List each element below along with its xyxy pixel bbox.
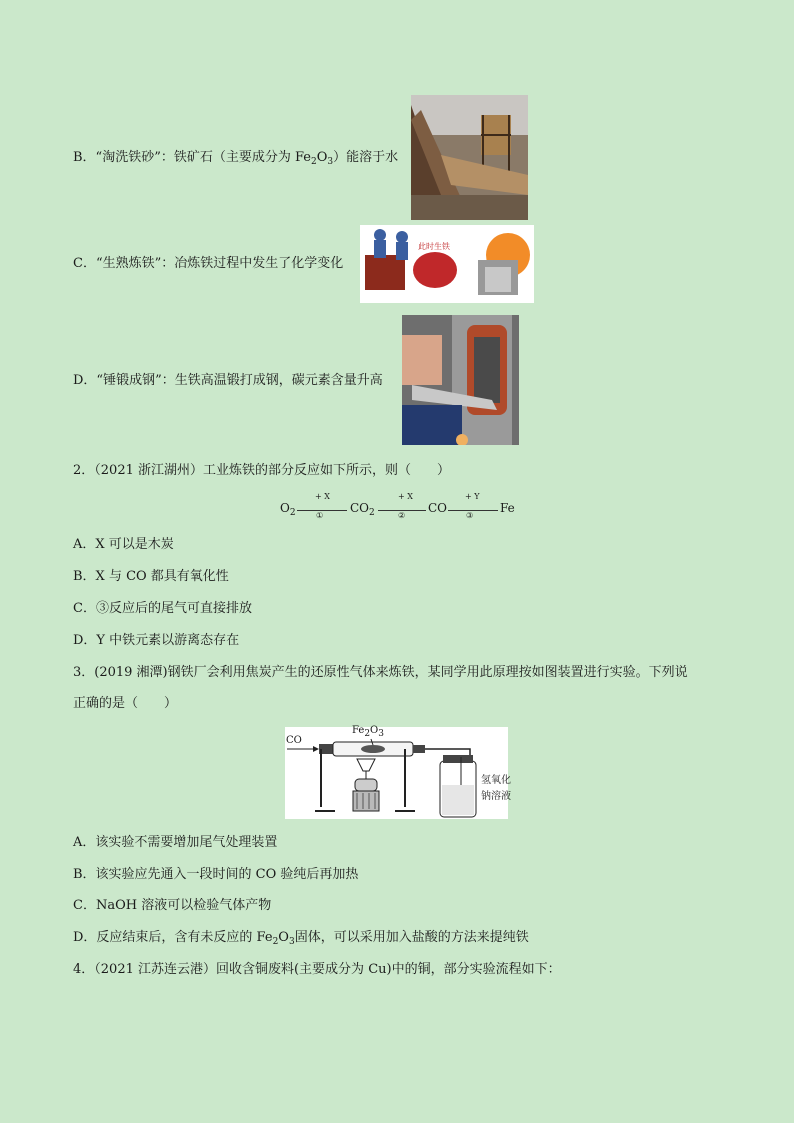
q3-stem-line2: 正确的是（ ）	[73, 696, 178, 711]
iron-smelting-illustration	[360, 225, 534, 303]
eq-fe: Fe	[500, 501, 515, 515]
fe2o3-label: $Fe_2O_3$	[352, 725, 384, 739]
step3-reagent: + Y	[465, 492, 480, 501]
step1-number: ①	[316, 511, 324, 520]
q3-option-d: D．反应结束后，含有未反应的 $Fe_2O_3$固体，可以采用加入盐酸的方法来提纯铁	[73, 930, 529, 947]
q3-option-b: B．该实验应先通入一段时间的 CO 验纯后再加热	[73, 867, 359, 882]
q1-option-d: D．“锤锻成钢”：生铁高温锻打成钢，碳元素含量升高	[73, 373, 383, 388]
step2-reagent: + X	[398, 492, 413, 501]
eq-co: CO	[428, 501, 448, 515]
step3-number: ③	[466, 511, 474, 520]
q3-stem-line1: 3．(2019 湘潭)钢铁厂会利用焦炭产生的还原性气体来炼铁，某同学用此原理按如图装置进行实验。下列说	[73, 665, 688, 680]
q2-option-c: C．③反应后的尾气可直接排放	[73, 601, 252, 616]
eq-o2: $O_2$	[280, 501, 296, 518]
q1-option-b: B．“淘洗铁砂”：铁矿石（主要成分为 $Fe_2O_3$）能溶于水	[73, 150, 399, 167]
co-inlet-label: CO	[286, 735, 302, 746]
q4-stem: 4．（2021 江苏连云港）回收含铜废料(主要成分为 Cu)中的铜，部分实验流程如下：	[73, 962, 561, 977]
naoh-solution-label-line2: 钠溶液	[481, 791, 511, 802]
iron-sand-washing-photo	[411, 95, 528, 220]
q2-option-d: D．Y 中铁元素以游离态存在	[73, 633, 240, 648]
smelting-sign-text: 此时生铁	[418, 242, 450, 251]
steel-forging-photo	[402, 315, 519, 445]
eq-co2: $CO_2$	[350, 501, 375, 518]
q1-option-c: C．“生熟炼铁”：冶炼铁过程中发生了化学变化	[73, 256, 344, 271]
q3-option-a: A．该实验不需要增加尾气处理装置	[73, 835, 278, 850]
q3-option-c: C．NaOH 溶液可以检验气体产物	[73, 898, 272, 913]
naoh-solution-label-line1: 氢氧化	[481, 775, 511, 786]
iron-smelting-reaction-scheme	[280, 492, 520, 522]
step1-reagent: + X	[315, 492, 330, 501]
q2-stem: 2．（2021 浙江湖州）工业炼铁的部分反应如下所示，则（ ）	[73, 463, 450, 478]
step2-number: ②	[398, 511, 406, 520]
q2-option-a: A．X 可以是木炭	[73, 537, 174, 552]
co-reduction-apparatus	[285, 725, 511, 819]
q2-option-b: B．X 与 CO 都具有氧化性	[73, 569, 229, 584]
